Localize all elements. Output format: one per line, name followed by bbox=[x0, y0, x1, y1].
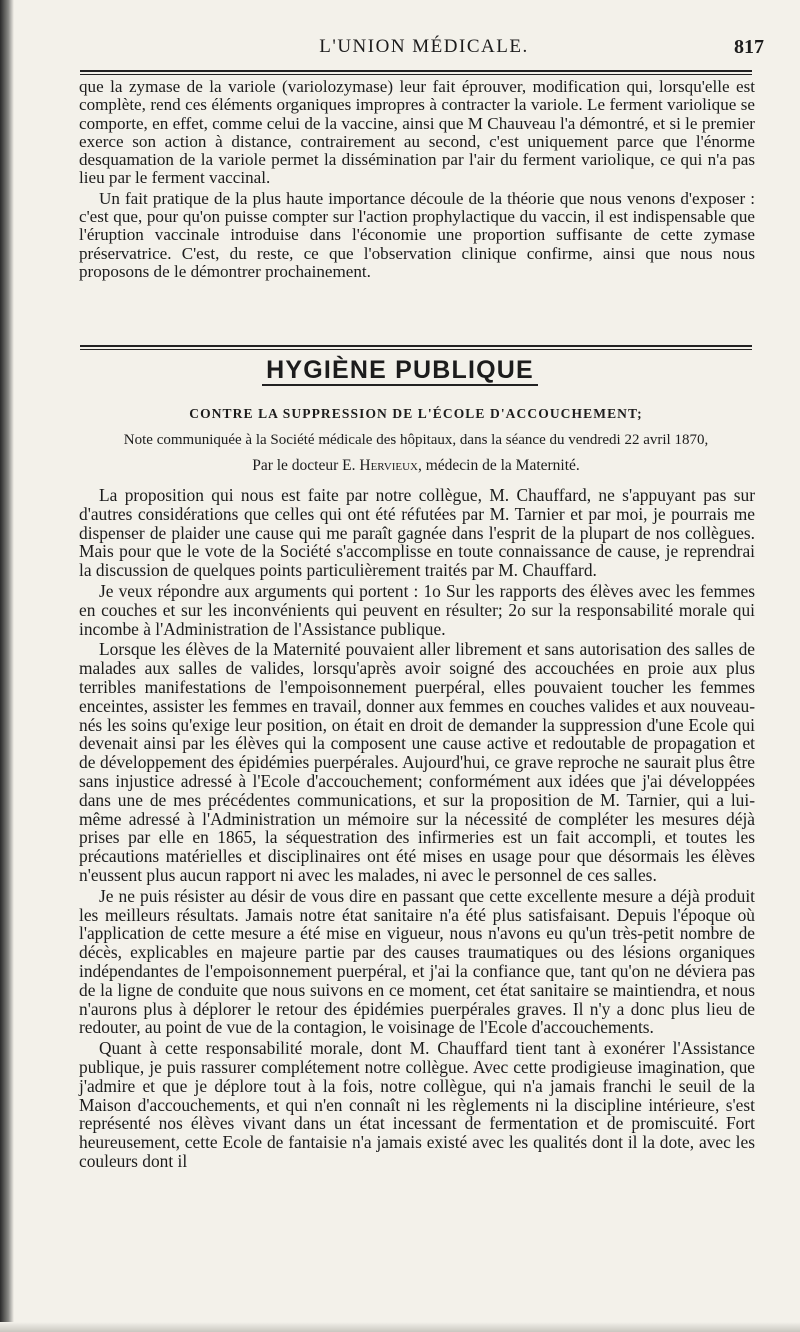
article-paragraph-3: Lorsque les élèves de la Maternité pouvaient aller librement et sans autorisation des salles de malades aux salles de valides, lorsqu'après avoir soigné des accouchées en proie aux plus terribles manifestations de l'empoisonnement puerpéral, elles pouvaient toucher les femmes enceintes, assister les femmes en travail, donner aux femmes en couches valides et aux nouveau-nés les soins qu'exige leur position, on était en droit de demander la suppression d'une Ecole qui devenait ainsi par les élèves qui la composent une cause active et redoutable de propagation et de développement des épidémies puerpérales. Aujourd'hui, ce grave reproche ne saurait plus être sans injustice adressé à l'Ecole d'accouchement; conformément aux idées que j'ai développées dans une de mes précédentes communications, et sur la proposition de M. Tarnier, qui a lui-même adressé à l'Administration un mémoire sur la nécessité de compléter les mesures déjà prises par elle en 1865, la séquestration des infirmeries est un fait accompli, et toutes les précautions matérielles et disciplinaires ont été mises en usage pour que désormais les élèves n'eussent plus aucun rapport ni avec les malades, ni avec le personnel de ces salles. bbox=[79, 639, 755, 885]
section-title-text: HYGIÈNE PUBLIQUE bbox=[262, 356, 538, 386]
section-title bbox=[0, 356, 800, 385]
author-name: Hervieux bbox=[359, 457, 418, 474]
header-rule bbox=[80, 70, 752, 72]
page-edge-shadow bbox=[0, 1322, 800, 1332]
article-paragraph-2: Je veux répondre aux arguments qui portent : 1o Sur les rapports des élèves avec les femmes en couches et sur les inconvénients qui peuvent en résulter; 2o sur la responsabilité morale qui incombe à l'Administration de l'Assistance publique. bbox=[79, 580, 755, 639]
article-author bbox=[80, 457, 752, 475]
header-rule-thin bbox=[80, 74, 752, 75]
running-title: L'UNION MÉDICALE. bbox=[319, 36, 529, 57]
section-rule bbox=[80, 345, 752, 347]
continuation-text bbox=[79, 78, 755, 281]
binding-shadow bbox=[0, 0, 14, 1332]
article-paragraph-1: La proposition qui nous est faite par notre collègue, M. Chauffard, ne s'appuyant pas sur d'autres considérations que celles qui ont été réfutées par M. Tarnier et par moi, je pourrais me dispenser de plaider une cause qui me paraît gagnée dans l'esprit de la plupart de nos collègues. Mais pour que le vote de la Société s'accomplisse en toute connaissance de cause, je reprendrai la discussion de quelques points particulièrement traités par M. Chauffard. bbox=[79, 485, 755, 581]
continuation-paragraph-2: Un fait pratique de la plus haute importance découle de la théorie que nous venons d'exposer : c'est que, pour qu'on puisse compter sur l'action prophylactique du vaccin, il est indispensable que l'éruption vaccinale introduise dans l'économie une proportion suffisante de cette zymase préservatrice. C'est, du reste, ce que l'observation clinique confirme, ainsi que nous nous proposons de le démontrer prochainement. bbox=[79, 188, 755, 281]
section-rule-thin bbox=[80, 349, 752, 350]
author-prefix: Par le docteur E. bbox=[252, 457, 356, 474]
author-suffix: , médecin de la Maternité. bbox=[417, 457, 580, 474]
article-body bbox=[79, 486, 755, 1171]
article-paragraph-4: Je ne puis résister au désir de vous dire en passant que cette excellente mesure a déjà produit les meilleurs résultats. Jamais notre état sanitaire n'a été plus satisfaisant. Depuis l'époque où l'application de cette mesure a été mise en vigueur, nous n'avons eu qu'un très-petit nombre de décès, explicables en majeure partie par des causes traumatiques ou des lésions organiques indépendantes de l'empoisonnement puerpéral, et j'ai la confiance que, tant qu'on ne déviera pas de la ligne de conduite que nous suivons en ce moment, cet état sanitaire se maintiendra, et nous n'aurons plus à déplorer le retour des épidémies puerpérales graves. Il n'y a donc plus lieu de redouter, au point de vue de la contagion, le voisinage de l'Ecole d'accouchements. bbox=[79, 885, 755, 1038]
page-header bbox=[80, 36, 768, 66]
article-paragraph-5: Quant à cette responsabilité morale, dont M. Chauffard tient tant à exonérer l'Assistance publique, je puis rassurer complétement notre collègue. Avec cette prodigieuse imagination, que j'admire et que je déplore tout à la fois, notre collègue, qui n'a jamais franchi le seuil de la Maison d'accouchements, et qui n'en connaît ni les règlements ni la discipline intérieure, s'est représenté nos élèves vivant dans un état incessant de fermentation et de promiscuité. Fort heureusement, cette Ecole de fantaisie n'a jamais existé avec les qualités dont il la dote, avec les couleurs dont il bbox=[79, 1038, 755, 1171]
continuation-paragraph-1: que la zymase de la variole (variolozymase) leur fait éprouver, modification qui, lorsqu'elle est complète, rend ces éléments organiques impropres à contracter la variole. Le ferment variolique se comporte, en effet, comme celui de la vaccine, ainsi que M Chauveau l'a démontré, et si le premier exerce son action à distance, contrairement au second, c'est uniquement parce que l'énorme desquamation de la variole permet la dissémination par l'air du ferment variolique, ce qui n'a pas lieu par le ferment vaccinal. bbox=[79, 77, 755, 188]
article-subtitle: CONTRE LA SUPPRESSION DE L'ÉCOLE D'ACCOUCHEMENT; bbox=[189, 406, 643, 421]
page-number: 817 bbox=[734, 36, 764, 58]
article-note: Note communiquée à la Société médicale des hôpitaux, dans la séance du vendredi 22 avril 1870, bbox=[123, 432, 709, 448]
